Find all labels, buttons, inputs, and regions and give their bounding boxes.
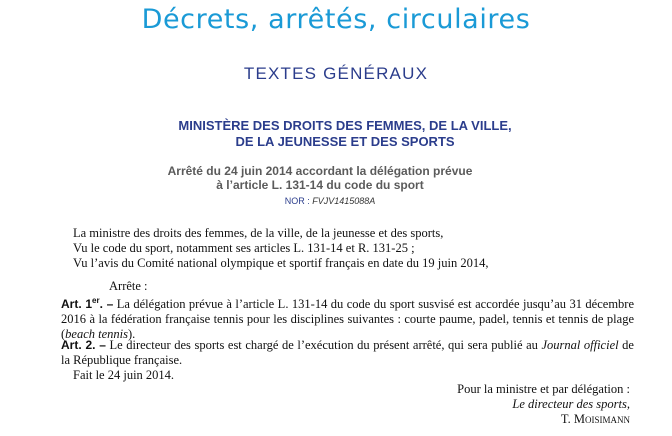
nor-label: NOR : [284,196,310,206]
preamble-line-1: La ministre des droits des femmes, de la ville, de la jeunesse et des sports, [73,226,444,240]
ministry-line-2: DE LA JEUNESSE ET DES SPORTS [235,134,455,149]
ministry-line-1: MINISTÈRE DES DROITS DES FEMMES, DE LA VILLE, [178,118,512,133]
signature-line-2: Le directeur des sports, [512,397,630,411]
ministry-heading [0,118,672,150]
decree-title [0,164,640,192]
nor-reference [0,196,660,206]
done-at-line: Fait le 24 juin 2014. [73,368,175,382]
article-2-label: Art. 2. – [61,338,106,352]
article-2 [61,338,634,368]
preamble-line-2: Vu le code du sport, notamment ses articles L. 131-14 et R. 131-25 ; [73,241,415,255]
article-1-text: La délégation prévue à l’article L. 131-14 du code du sport susvisé est accordée jusqu’au 31 décembre 2016 à la fédération française tennis pour les disciplines suivantes : courte paume, padel, tennis et tennis de plage (beach tennis). [61,297,635,341]
article-1-label: Art. 1er. – [61,296,114,311]
decree-title-line-1: Arrêté du 24 juin 2014 accordant la délégation prévue [167,164,473,178]
nor-code: FVJV1415088A [312,196,376,206]
preamble-line-3: Vu l’avis du Comité national olympique et sportif français en date du 19 juin 2014, [73,256,489,270]
article-1 [61,293,634,342]
decree-title-line-2: à l’article L. 131-14 du code du sport [216,178,424,192]
section-title: Décrets, arrêtés, circulaires [141,4,531,35]
arrete-line: Arrête : [109,279,148,293]
article-2-text: Le directeur des sports est chargé de l’exécution du présent arrêté, qui sera publié au Journal officiel de la République française. [61,338,634,367]
signature-line-1: Pour la ministre et par délégation : [457,382,630,396]
sub-title: TEXTES GÉNÉRAUX [243,64,429,83]
signature-block [370,382,630,427]
signature-name: T. Moisimann [560,412,630,426]
